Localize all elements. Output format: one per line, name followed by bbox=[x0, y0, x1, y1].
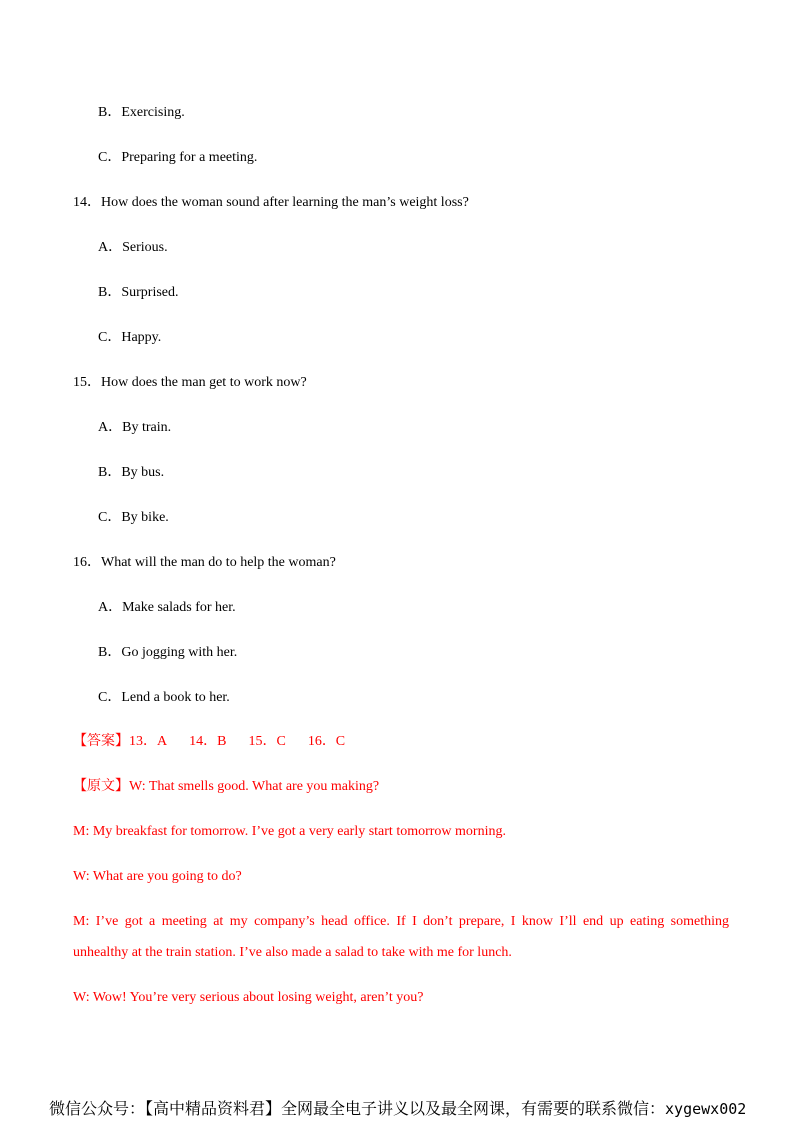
footer-notice bbox=[49, 1098, 746, 1120]
q15-question: 15．How does the man get to work now? bbox=[73, 375, 307, 390]
q14-question: 14．How does the woman sound after learning the man’s weight loss? bbox=[73, 195, 469, 210]
q13-option-b: B．Exercising. bbox=[98, 105, 185, 120]
q14-option-a: A．Serious. bbox=[98, 240, 168, 255]
transcript-line-3: W: What are you going to do? bbox=[73, 869, 242, 884]
transcript-line-4a: M: I’ve got a meeting at my company’s head office. If I don’t prepare, I know I’ll end up eating something bbox=[73, 914, 729, 929]
answer-15: 15．C bbox=[248, 734, 286, 749]
footer-wechat-id: xygewx002 bbox=[665, 1100, 747, 1118]
transcript-line-5: W: Wow! You’re very serious about losing weight, aren’t you? bbox=[73, 990, 424, 1005]
transcript-text-1: W: That smells good. What are you making? bbox=[129, 779, 380, 794]
answer-13: 13．A bbox=[129, 734, 168, 749]
q16-question: 16．What will the man do to help the woman? bbox=[73, 555, 336, 570]
q16-option-b: B．Go jogging with her. bbox=[98, 645, 238, 660]
q13-option-c: C．Preparing for a meeting. bbox=[98, 150, 258, 165]
q16-option-a: A．Make salads for her. bbox=[98, 600, 236, 615]
q15-option-a: A．By train. bbox=[98, 420, 172, 435]
answer-16: 16．C bbox=[307, 734, 346, 749]
q15-option-b: B．By bus. bbox=[98, 465, 165, 480]
transcript-line-4b: unhealthy at the train station. I’ve also made a salad to take with me for lunch. bbox=[73, 945, 512, 960]
transcript-line-2: M: My breakfast for tomorrow. I’ve got a very early start tomorrow morning. bbox=[73, 824, 506, 839]
transcript-line-1 bbox=[73, 778, 379, 796]
q15-option-c: C．By bike. bbox=[98, 510, 169, 525]
q16-option-c: C．Lend a book to her. bbox=[98, 690, 230, 705]
answer-14: 14．B bbox=[189, 734, 227, 749]
q14-option-c: C．Happy. bbox=[98, 330, 162, 345]
transcript-label: 【原文】 bbox=[73, 779, 129, 794]
answer-label: 【答案】 bbox=[73, 734, 129, 749]
answer-line bbox=[73, 733, 345, 751]
q14-option-b: B．Surprised. bbox=[98, 285, 179, 300]
footer-text: 微信公众号：【高中精品资料君】全网最全电子讲义以及最全网课，有需要的联系微信： bbox=[49, 1099, 666, 1118]
